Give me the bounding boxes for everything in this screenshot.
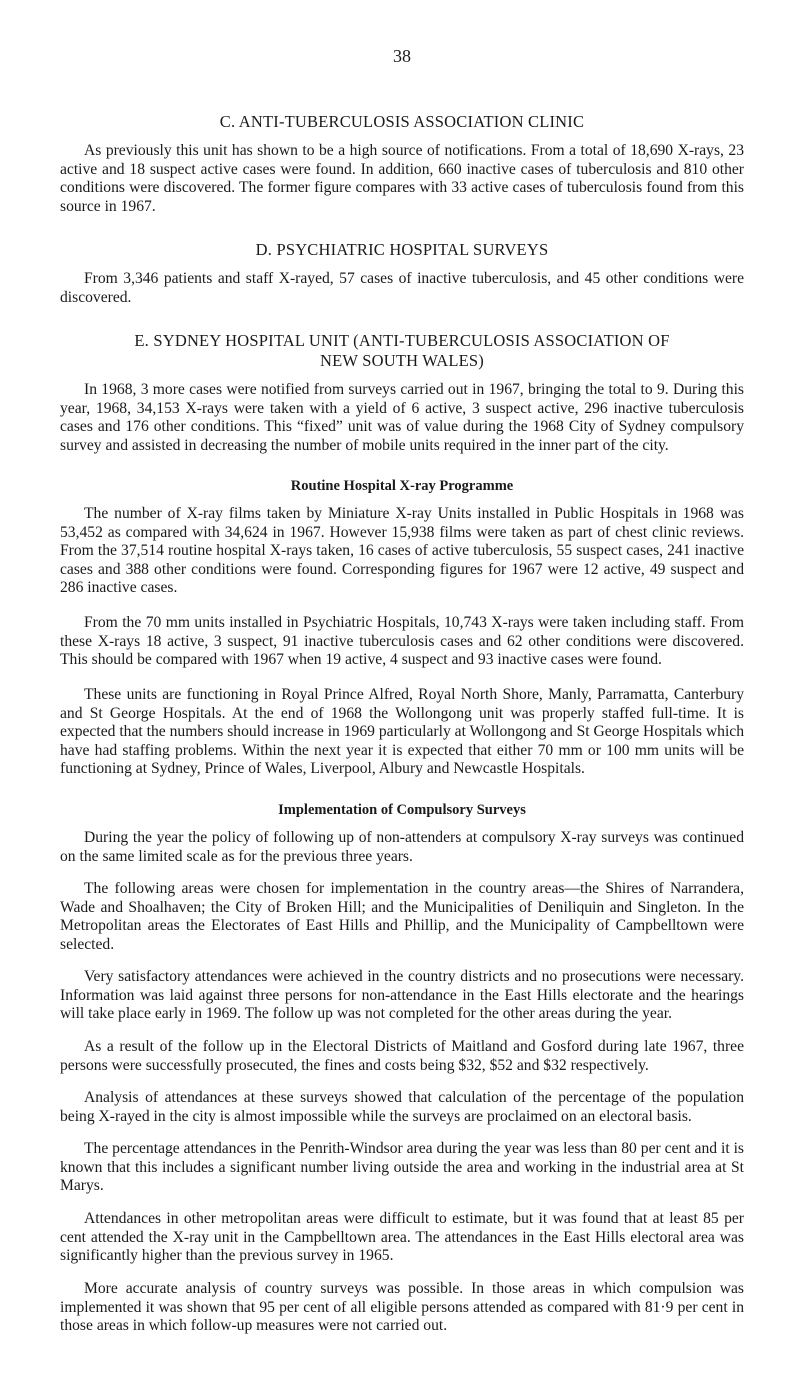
paragraph: From 3,346 patients and staff X-rayed, 57 cases of inactive tuberculosis, and 45 other conditions were discovered.	[60, 270, 744, 306]
section-d	[60, 240, 744, 260]
section-e-body	[60, 381, 744, 455]
compulsory-body-4	[60, 1038, 744, 1075]
paragraph: Attendances in other metropolitan areas were difficult to estimate, but it was found that at least 85 per cent attended the X-ray unit in the Campbelltown area. The attendances in the East Hills electoral area was significantly higher than the previous survey in 1965.	[60, 1210, 744, 1265]
compulsory-body-8	[60, 1280, 744, 1336]
section-e	[60, 331, 744, 371]
paragraph: During the year the policy of following up of non-attenders at compulsory X-ray surveys was continued on the same limited scale as for the previous three years.	[60, 829, 744, 865]
section-e-heading-line2: NEW SOUTH WALES)	[320, 351, 484, 370]
compulsory-body-2	[60, 880, 744, 954]
compulsory-section	[60, 801, 744, 819]
routine-section	[60, 477, 744, 495]
page-number: 38	[393, 46, 411, 66]
paragraph: The number of X-ray films taken by Miniature X-ray Units installed in Public Hospitals in 1968 was 53,452 as compared with 34,624 in 1967. However 15,938 films were taken as part of chest clinic reviews. From the 37,514 routine hospital X-rays taken, 16 cases of active tuberculosis, 55 suspect cases, 241 inactive cases and 388 other conditions were found. Corresponding figures for 1967 were 12 active, 49 suspect and 286 inactive cases.	[60, 505, 744, 597]
section-c-body	[60, 142, 744, 216]
routine-body-1	[60, 505, 744, 598]
compulsory-body-5	[60, 1089, 744, 1126]
paragraph: In 1968, 3 more cases were notified from surveys carried out in 1967, bringing the total to 9. During this year, 1968, 34,153 X-rays were taken with a yield of 6 active, 3 suspect active, 296 inactive tuberculosis cases and 176 other conditions. This “fixed” unit was of value during the 1968 City of Sydney compulsory survey and assisted in decreasing the number of mobile units required in the inner part of the city.	[60, 381, 744, 454]
paragraph: The following areas were chosen for implementation in the country areas—the Shires of Narrandera, Wade and Shoalhaven; the City of Broken Hill; and the Municipalities of Deniliquin and Singleton. In the Metropolitan areas the Electorates of East Hills and Phillip, and the Municipality of Campbelltown were selected.	[60, 880, 744, 953]
routine-heading: Routine Hospital X-ray Programme	[290, 478, 514, 494]
paragraph: As previously this unit has shown to be a high source of notifications. From a total of 18,690 X-rays, 23 active and 18 suspect active cases were found. In addition, 660 inactive cases of tuberculosis and 810 other conditions were discovered. The former figure compares with 33 active cases of tuberculosis found from this source in 1967.	[60, 142, 744, 215]
section-d-body	[60, 270, 744, 307]
compulsory-body-7	[60, 1210, 744, 1266]
paragraph: The percentage attendances in the Penrith-Windsor area during the year was less than 80 per cent and it is known that this includes a significant number living outside the area and working in the industrial area at St Marys.	[60, 1140, 744, 1195]
compulsory-body-6	[60, 1140, 744, 1196]
compulsory-body-3	[60, 968, 744, 1024]
paragraph: More accurate analysis of country surveys was possible. In those areas in which compulsion was implemented it was shown that 95 per cent of all eligible persons attended as compared with 81·9 per cent in those areas in which follow-up measures were not carried out.	[60, 1280, 744, 1335]
routine-body-2	[60, 614, 744, 670]
section-c	[60, 112, 744, 132]
paragraph: As a result of the follow up in the Electoral Districts of Maitland and Gosford during late 1967, three persons were successfully prosecuted, the fines and costs being $32, $52 and $32 respectively.	[60, 1038, 744, 1074]
paragraph: Very satisfactory attendances were achieved in the country districts and no prosecutions were necessary. Information was laid against three persons for non-attendance in the East Hills electorate and the hearings will take place early in 1969. The follow up was not completed for the other areas during the year.	[60, 968, 744, 1023]
section-d-heading: D. PSYCHIATRIC HOSPITAL SURVEYS	[255, 240, 549, 259]
compulsory-heading: Implementation of Compulsory Surveys	[278, 802, 526, 818]
section-e-heading-line1: E. SYDNEY HOSPITAL UNIT (ANTI-TUBERCULOSIS ASSOCIATION OF	[134, 331, 670, 350]
routine-body-3	[60, 686, 744, 779]
compulsory-body-1	[60, 829, 744, 866]
paragraph: From the 70 mm units installed in Psychiatric Hospitals, 10,743 X-rays were taken including staff. From these X-rays 18 active, 3 suspect, 91 inactive tuberculosis cases and 62 other conditions were discovered. This should be compared with 1967 when 19 active, 4 suspect and 93 inactive cases were found.	[60, 614, 744, 669]
paragraph: Analysis of attendances at these surveys showed that calculation of the percentage of the population being X-rayed in the city is almost impossible while the surveys are proclaimed on an electoral basis.	[60, 1089, 744, 1125]
section-c-heading: C. ANTI-TUBERCULOSIS ASSOCIATION CLINIC	[219, 112, 585, 131]
paragraph: These units are functioning in Royal Prince Alfred, Royal North Shore, Manly, Parramatta, Canterbury and St George Hospitals. At the end of 1968 the Wollongong unit was properly staffed full-time. It is expected that the numbers should increase in 1969 particularly at Wollongong and St George Hospitals which have had staffing problems. Within the next year it is expected that either 70 mm or 100 mm units will be functioning at Sydney, Prince of Wales, Liverpool, Albury and Newcastle Hospitals.	[60, 686, 744, 778]
